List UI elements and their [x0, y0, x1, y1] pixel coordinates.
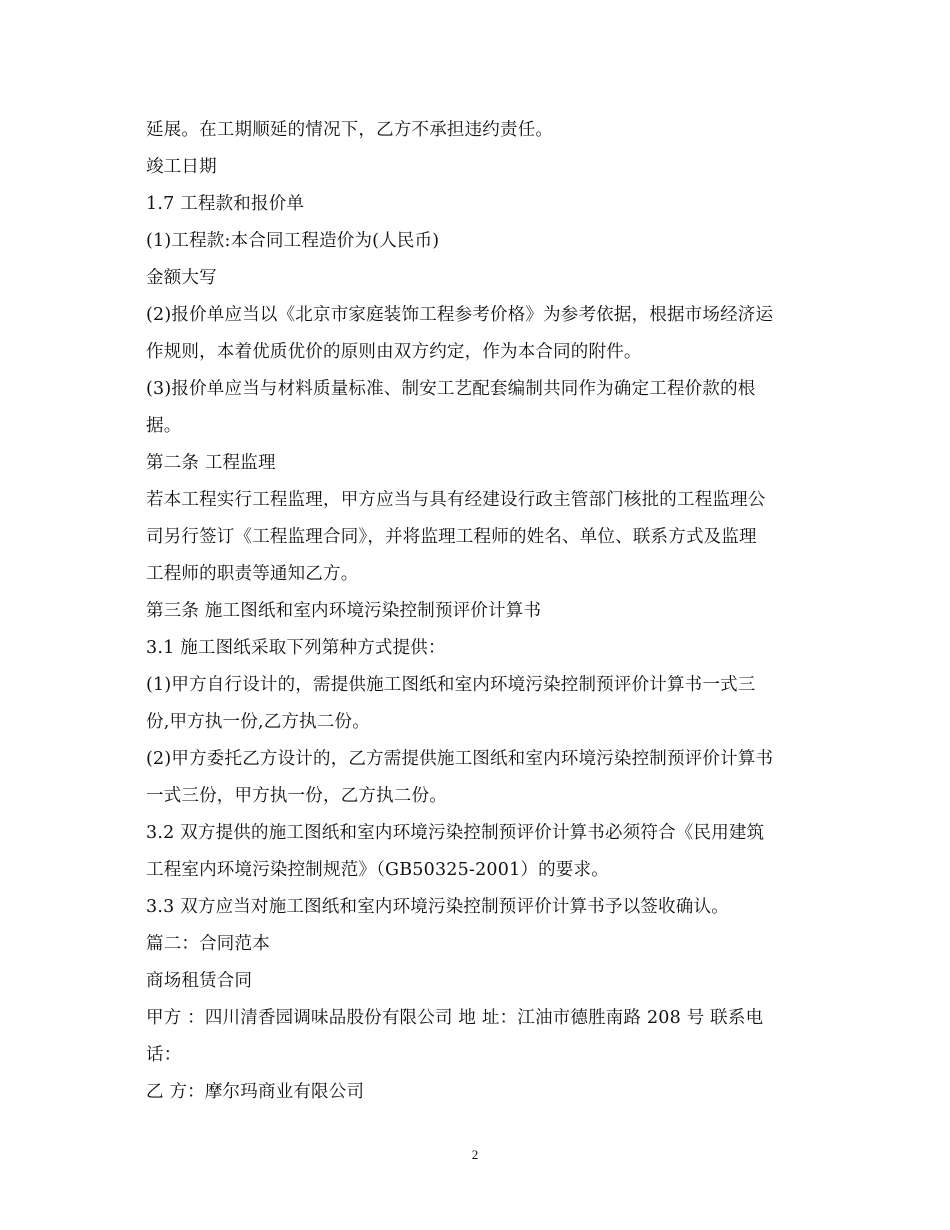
text-line: 若本工程实行工程监理，甲方应当与具有经建设行政主管部门核批的工程监理公 — [146, 490, 766, 510]
text-line: (2)甲方委托乙方设计的，乙方需提供施工图纸和室内环境污染控制预评价计算书 — [146, 749, 774, 769]
article-heading: 第三条 施工图纸和室内环境污染控制预评价计算书 — [146, 601, 542, 621]
text-line: 司另行签订《工程监理合同》，并将监理工程师的姓名、单位、联系方式及监理 — [146, 527, 757, 547]
article-heading: 第二条 工程监理 — [146, 453, 276, 473]
text-line: 延展。在工期顺延的情况下，乙方不承担违约责任。 — [146, 120, 554, 140]
chapter-heading: 篇二：合同范本 — [146, 934, 270, 954]
text-line: 金额大写 — [146, 268, 217, 288]
text-line: (2)报价单应当以《北京市家庭装饰工程参考价格》为参考依据，根据市场经济运 — [146, 305, 774, 325]
document-body — [146, 112, 818, 1111]
page-number: 2 — [471, 1147, 479, 1162]
text-line: (1)甲方自行设计的，需提供施工图纸和室内环境污染控制预评价计算书一式三 — [146, 675, 756, 695]
text-line: 工程师的职责等通知乙方。 — [146, 564, 359, 584]
text-line: 3.1 施工图纸采取下列第种方式提供： — [146, 638, 446, 658]
text-line: (3)报价单应当与材料质量标准、制安工艺配套编制共同作为确定工程价款的根 — [146, 379, 756, 399]
text-line: 工程室内环境污染控制规范》（GB50325-2001）的要求。 — [146, 860, 609, 880]
contract-title: 商场租赁合同 — [146, 971, 253, 991]
text-line: 竣工日期 — [146, 157, 217, 177]
text-line: (1)工程款:本合同工程造价为(人民币) — [146, 231, 440, 251]
party-b-line: 乙 方：摩尔玛商业有限公司 — [146, 1082, 365, 1102]
text-line: 据。 — [146, 416, 182, 436]
text-line: 话： — [146, 1045, 182, 1065]
text-line: 3.3 双方应当对施工图纸和室内环境污染控制预评价计算书予以签收确认。 — [146, 897, 729, 917]
party-a-line: 甲方 ：四川清香园调味品股份有限公司 地 址：江油市德胜南路 208 号 联系电 — [146, 1008, 764, 1028]
text-line: 3.2 双方提供的施工图纸和室内环境污染控制预评价计算书必须符合《民用建筑 — [146, 823, 765, 843]
section-heading: 1.7 工程款和报价单 — [146, 194, 305, 214]
text-line: 份,甲方执一份,乙方执二份。 — [146, 712, 370, 732]
text-line: 一式三份，甲方执一份，乙方执二份。 — [146, 786, 447, 806]
text-line: 作规则，本着优质优价的原则由双方约定，作为本合同的附件。 — [146, 342, 642, 362]
